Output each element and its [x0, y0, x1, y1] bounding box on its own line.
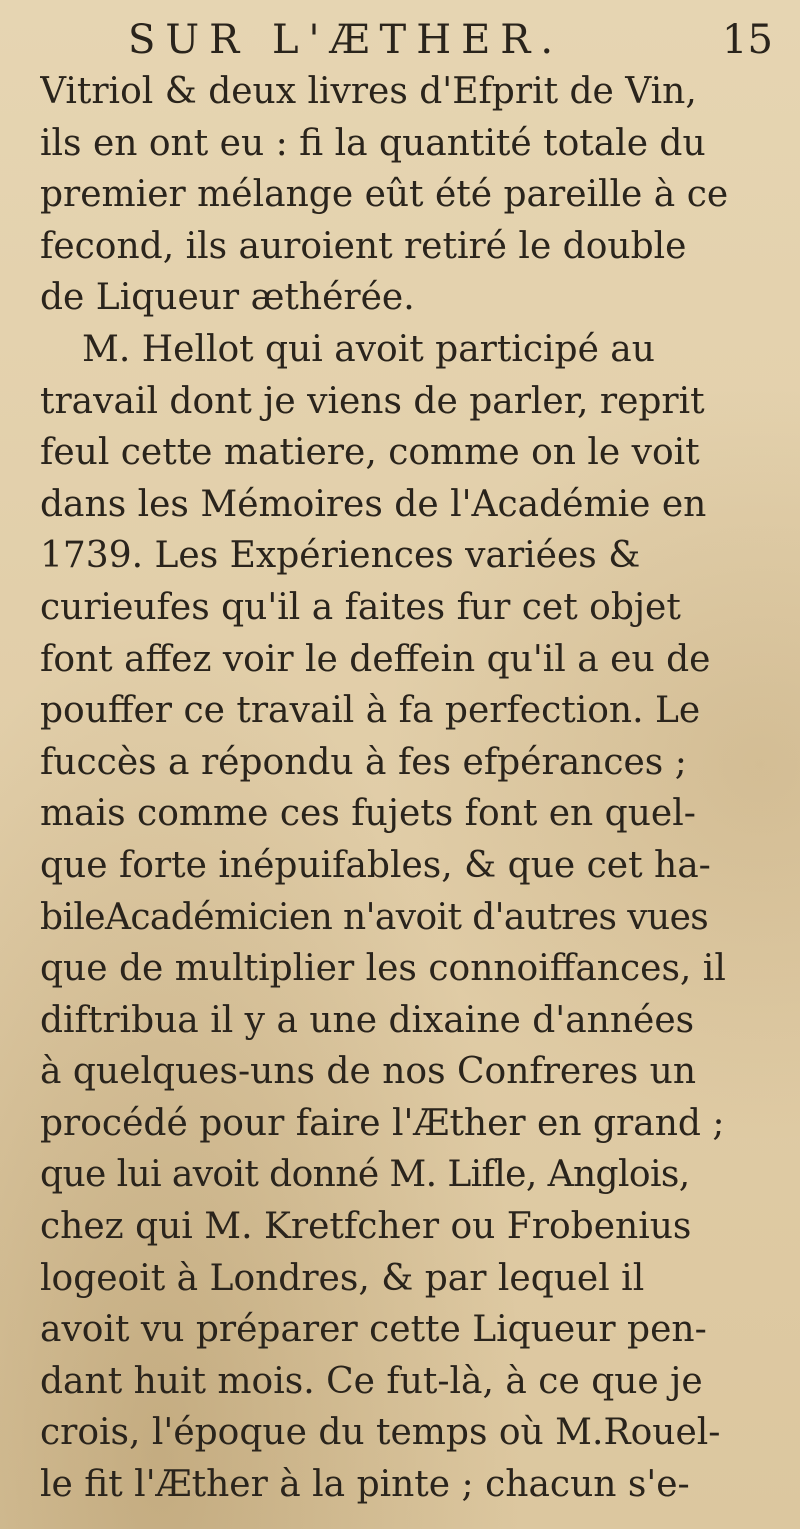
text-line-22: que lui avoit donné M. Lifle, Anglois,: [40, 1154, 690, 1196]
text-line-20: à quelques-uns de nos Confreres un: [40, 1051, 697, 1093]
text-line-1: Vitriol & deux livres d'Efprit de Vin,: [40, 71, 697, 112]
text-line-27: crois, l'époque du temps où M.Rouel-: [40, 1412, 721, 1454]
text-line-19: diftribua il y a une dixaine d'années: [40, 999, 695, 1041]
running-title: SUR L'ÆTHER.: [128, 17, 564, 63]
text-line-15: mais comme ces fujets font en quel-: [40, 793, 696, 835]
text-line-5: de Liqueur æthérée.: [40, 277, 415, 319]
text-line-2: ils en ont eu : fi la quantité totale du: [40, 122, 706, 164]
text-line-12: font affez voir le deffein qu'il a eu de: [40, 638, 711, 680]
text-line-6-paragraph-start: M. Hellot qui avoit participé au: [82, 328, 655, 370]
text-line-21: procédé pour faire l'Æther en grand ;: [40, 1102, 725, 1144]
body-text: [40, 66, 780, 1511]
text-line-23: chez qui M. Kretfcher ou Frobenius: [40, 1206, 692, 1248]
text-line-24: logeoit à Londres, & par lequel il: [40, 1257, 645, 1299]
text-line-16: que forte inépuifables, & que cet ha-: [40, 844, 711, 886]
page-number: 15: [722, 17, 773, 63]
text-line-25: avoit vu préparer cette Liqueur pen-: [40, 1309, 707, 1351]
text-line-28: le fit l'Æther à la pinte ; chacun s'e-: [40, 1464, 690, 1506]
text-line-13: pouffer ce travail à fa perfection. Le: [40, 690, 701, 732]
text-line-10: 1739. Les Expériences variées &: [40, 535, 641, 577]
text-line-11: curieufes qu'il a faites fur cet objet: [40, 586, 681, 628]
text-line-14: fuccès a répondu à fes efpérances ;: [40, 741, 687, 783]
text-line-9: dans les Mémoires de l'Académie en: [40, 483, 707, 525]
text-line-18: que de multiplier les connoiffances, il: [40, 948, 726, 990]
text-line-8: feul cette matiere, comme on le voit: [40, 432, 700, 474]
text-line-3: premier mélange eût été pareille à ce: [40, 174, 729, 216]
text-line-17: bileAcadémicien n'avoit d'autres vues: [40, 896, 709, 938]
page-header: [0, 10, 800, 70]
text-line-4: fecond, ils auroient retiré le double: [40, 225, 687, 267]
text-line-7: travail dont je viens de parler, reprit: [40, 380, 705, 422]
text-line-26: dant huit mois. Ce fut-là, à ce que je: [40, 1360, 703, 1402]
